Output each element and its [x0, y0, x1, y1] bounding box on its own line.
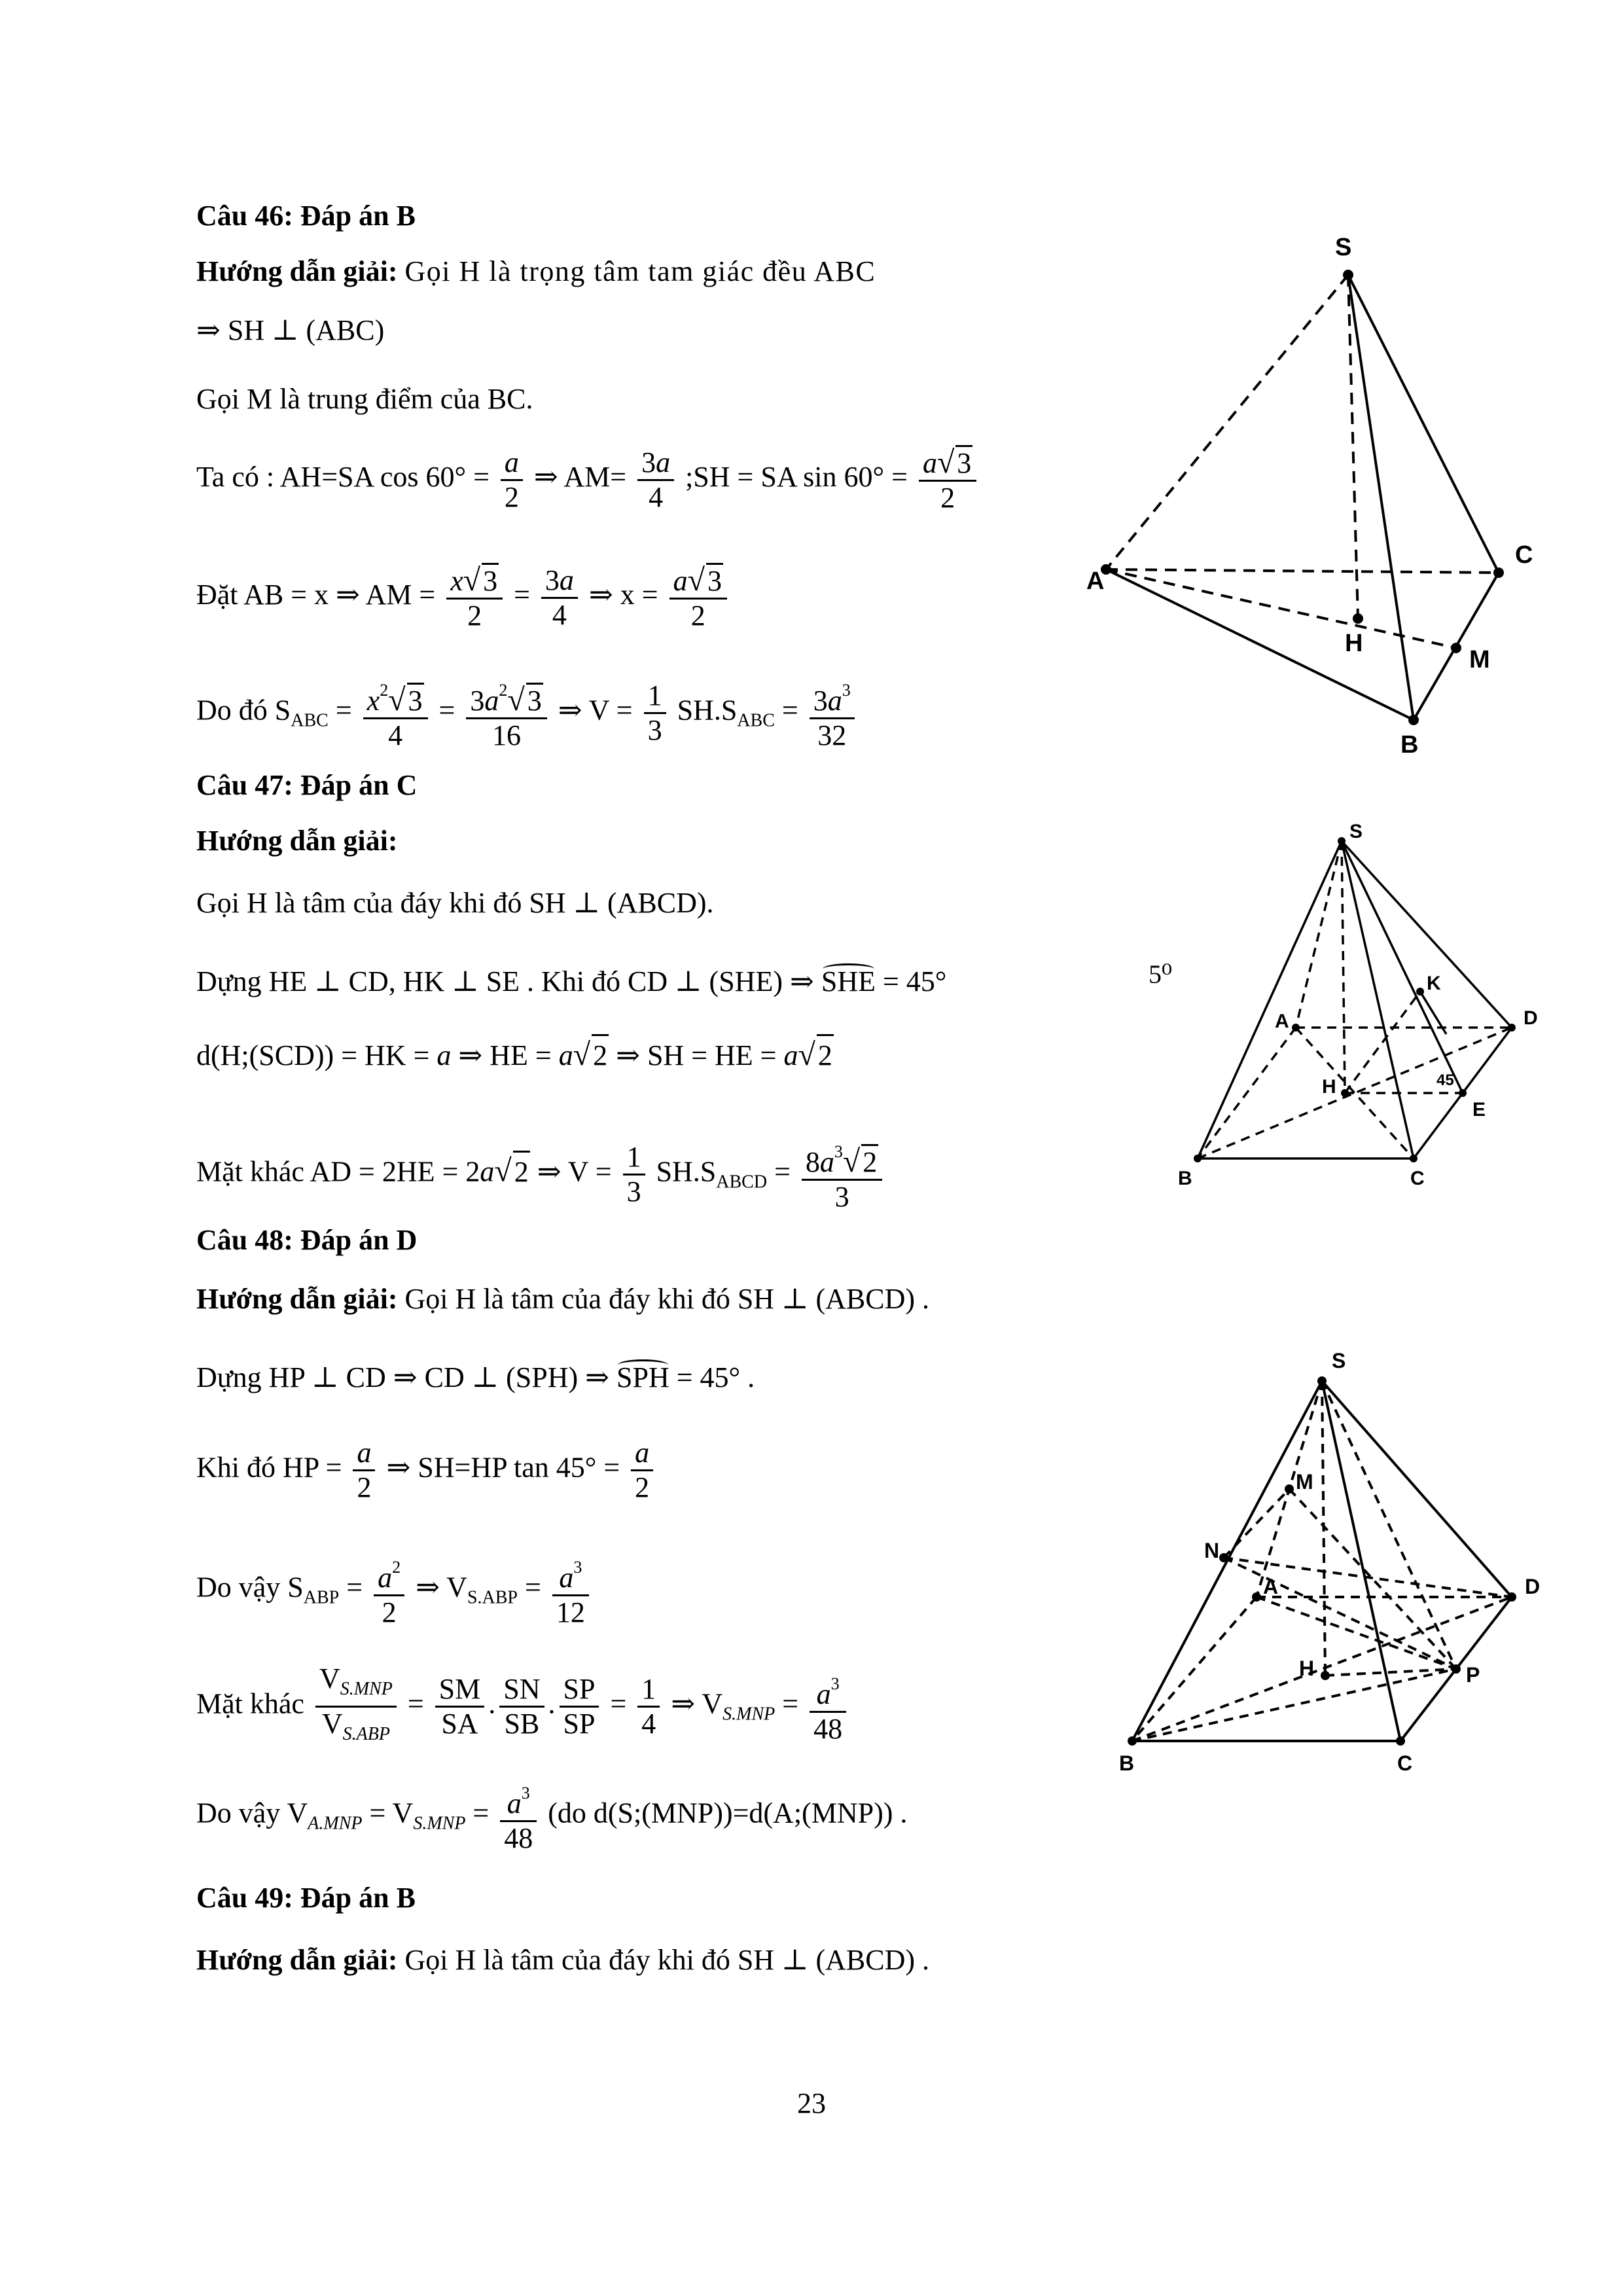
q47-line4: Mặt khác AD = 2HE = 2a√2 ⇒ V = $\frac{1}{3}$ $SH.S_{ABCD}$ = $\frac{8a^3√2}{3}$ — [196, 1136, 886, 1213]
q46-intro — [196, 252, 876, 291]
q48-fig-label-h: H — [1299, 1657, 1315, 1680]
q46-perp: ⇒ SH ⊥ (ABC) — [196, 314, 385, 346]
q46-dat-a: Đặt AB = x ⇒ AM = — [196, 579, 436, 611]
q48-fig-label-s: S — [1332, 1349, 1346, 1372]
q46-dat-line: Đặt AB = x ⇒ AM = $\frac{x√3}{2}$ = $\frac{3a}{4}$ ⇒ x = $\frac{a√3}{2}$ — [196, 563, 731, 632]
q47-angle-she: SHE — [821, 962, 876, 1001]
q48-frac-a3-48: $\frac{a^3}{48}$ — [810, 1668, 846, 1746]
q47-line2: Dựng HE ⊥ CD, HK ⊥ SE . Khi đó CD ⊥ (SHE) ⇒ SHE = 45° — [196, 962, 946, 1001]
q49-line1: Hướng dẫn giải: Gọi H là tâm của đáy khi đó SH ⊥ (ABCD) . — [196, 1944, 930, 1976]
q48-lead: Hướng dẫn giải: — [196, 1283, 398, 1315]
q46-intro-text: Gọi H là trọng tâm tam giác đều ABC — [404, 255, 876, 287]
q46-fig-label-h: H — [1345, 630, 1363, 657]
q46-frac-3a4b: $\frac{3a}{4}$ — [541, 564, 578, 632]
q47-fig-label-s: S — [1349, 821, 1363, 842]
q47-heading: Câu 47: Đáp án C — [196, 769, 418, 801]
q48-fig-label-a: A — [1263, 1575, 1279, 1598]
q48-line3: Khi đó HP = $\frac{a}{2}$ ⇒ SH=HP tan 45° = $\frac{a}{2}$ — [196, 1437, 657, 1504]
q46-fig-label-c: C — [1515, 541, 1533, 569]
q47-fig-label-angle: 45 — [1436, 1071, 1454, 1089]
q48-line5: Mặt khác $\frac{V_{S.MNP}}{V_{S.ABP}}$ = $\frac{SM}{SA}$ . $\frac{SN}{SB}$ . $\frac{SP}{SP}$ = $\frac{1}{4}$ ⇒ $V_{S.MNP}$ = $\frac{a^3}{48}$ — [196, 1662, 850, 1751]
q46-frac-3a3-32: $\frac{3a^3}{32}$ — [810, 674, 855, 752]
q47-fig-label-k: K — [1427, 973, 1441, 994]
q47-line1: Gọi H là tâm của đáy khi đó SH ⊥ (ABCD). — [196, 887, 714, 919]
q48-heading: Câu 48: Đáp án D — [196, 1224, 418, 1256]
q48-line4: Do vậy $S_{ABP}$ = $\frac{a^2}{2}$ ⇒ $V_{S.ABP}$ = $\frac{a^3}{12}$ — [196, 1551, 593, 1629]
q48-fig-label-p: P — [1466, 1663, 1480, 1687]
q46-frac-asqrt3: $\frac{a√3}{2}$ — [919, 445, 976, 514]
q46-frac-asqrt3b: $\frac{a√3}{2}$ — [669, 563, 727, 632]
q47-fig-label-a: A — [1275, 1011, 1289, 1032]
q46-pyramid-figure — [1086, 236, 1571, 759]
q48-pyramid-figure — [1099, 1335, 1571, 1793]
q48-fig-label-m: M — [1296, 1470, 1313, 1494]
q48-line6: Do vậy $V_{A.MNP} = V_{S.MNP}$ = $\frac{a^3}{48}$ (do d(S;(MNP))=d(A;(MNP)) . — [196, 1777, 907, 1855]
q48-frac-a3-12: $\frac{a^3}{12}$ — [552, 1551, 589, 1629]
q48-frac-a2: $\frac{a}{2}$ — [353, 1437, 375, 1504]
q46-taco-c: ;SH = SA sin 60° = — [685, 461, 908, 493]
q48-fig-label-c: C — [1397, 1751, 1413, 1775]
q46-fig-label-m: M — [1469, 646, 1490, 673]
q49-heading: Câu 49: Đáp án B — [196, 1882, 416, 1914]
q48-frac-sm-sa: $\frac{SM}{SA}$ — [435, 1673, 485, 1740]
q46-fig-label-a: A — [1086, 567, 1105, 595]
q47-fig-label-d: D — [1524, 1007, 1538, 1029]
q46-taco-b: ⇒ AM= — [533, 461, 627, 493]
q46-dodo-a: Do đó S — [196, 694, 291, 726]
q47-frac-8a3sqrt2: $\frac{8a^3√2}{3}$ — [802, 1136, 882, 1213]
q48-frac-a3-48b: $\frac{a^3}{48}$ — [500, 1777, 537, 1855]
q48-line2: Dựng HP ⊥ CD ⇒ CD ⊥ (SPH) ⇒ SPH = 45° . — [196, 1358, 755, 1397]
q46-midpoint: Gọi M là trung điểm của BC. — [196, 383, 533, 415]
q47-fig-label-c: C — [1410, 1168, 1425, 1189]
q46-frac-a2: $\frac{a}{2}$ — [501, 446, 523, 514]
q46-fig-label-b: B — [1400, 731, 1419, 759]
q47-fig-label-e: E — [1472, 1099, 1486, 1121]
q46-dodo-line: Do đó $S_{ABC}$ = $\frac{x^2√3}{4}$ = $\frac{3a^2√3}{16}$ ⇒ V = $\frac{1}{3}$ $SH.S_{ABC}$ = $\frac{3a^3}{32}$ — [196, 674, 859, 752]
q46-taco-line — [196, 445, 980, 514]
q46-fig-label-s: S — [1335, 236, 1352, 261]
q49-lead: Hướng dẫn giải: — [196, 1944, 398, 1976]
q47-line3: d(H;(SCD)) = HK = a ⇒ HE = a√2 ⇒ SH = HE = a√2 — [196, 1034, 834, 1075]
q48-frac-sn-sb: $\frac{SN}{SB}$ — [499, 1673, 544, 1740]
q48-fig-label-b: B — [1119, 1751, 1135, 1775]
q47-pyramid-figure — [1165, 818, 1558, 1211]
q48-frac-1-4: $\frac{1}{4}$ — [637, 1673, 660, 1740]
q46-taco-a: Ta có : AH=SA cos 60° = — [196, 461, 490, 493]
q48-frac-sp-sp: $\frac{SP}{SP}$ — [560, 1673, 599, 1740]
q46-frac-x2sqrt3: $\frac{x^2√3}{4}$ — [363, 674, 428, 752]
q48-fig-label-n: N — [1204, 1539, 1220, 1562]
q48-angle-sph: SPH — [616, 1358, 669, 1397]
q47-lead: Hướng dẫn giải: — [196, 825, 398, 857]
q48-frac-vratio: $\frac{V_{S.MNP}}{V_{S.ABP}}$ — [315, 1662, 397, 1751]
q48-frac-a2b: $\frac{a}{2}$ — [631, 1437, 653, 1504]
q48-frac-a2-2: $\frac{a^2}{2}$ — [374, 1551, 404, 1629]
q48-fig-label-d: D — [1525, 1575, 1541, 1598]
q47-fig-label-b: B — [1178, 1168, 1192, 1189]
q46-dodo-b: ⇒ V = — [558, 694, 633, 726]
q47-fig-label-h: H — [1322, 1076, 1336, 1098]
q46-heading: Câu 46: Đáp án B — [196, 200, 416, 232]
q46-frac-xsqrt3: $\frac{x√3}{2}$ — [446, 563, 503, 632]
q46-lead: Hướng dẫn giải: — [196, 255, 398, 287]
page-number: 23 — [797, 2087, 826, 2119]
q47-frac-1-3: $\frac{1}{3}$ — [623, 1141, 645, 1208]
q46-frac-3a2sqrt3: $\frac{3a^2√3}{16}$ — [466, 674, 546, 752]
q47-stray-mark: 5⁰ — [1149, 960, 1173, 989]
q46-frac-1-3: $\frac{1}{3}$ — [644, 679, 666, 747]
q48-line1: Hướng dẫn giải: Gọi H là tâm của đáy khi đó SH ⊥ (ABCD) . — [196, 1283, 930, 1315]
q46-dat-b: ⇒ x = — [588, 579, 658, 611]
q46-frac-3a4: $\frac{3a}{4}$ — [637, 446, 674, 514]
